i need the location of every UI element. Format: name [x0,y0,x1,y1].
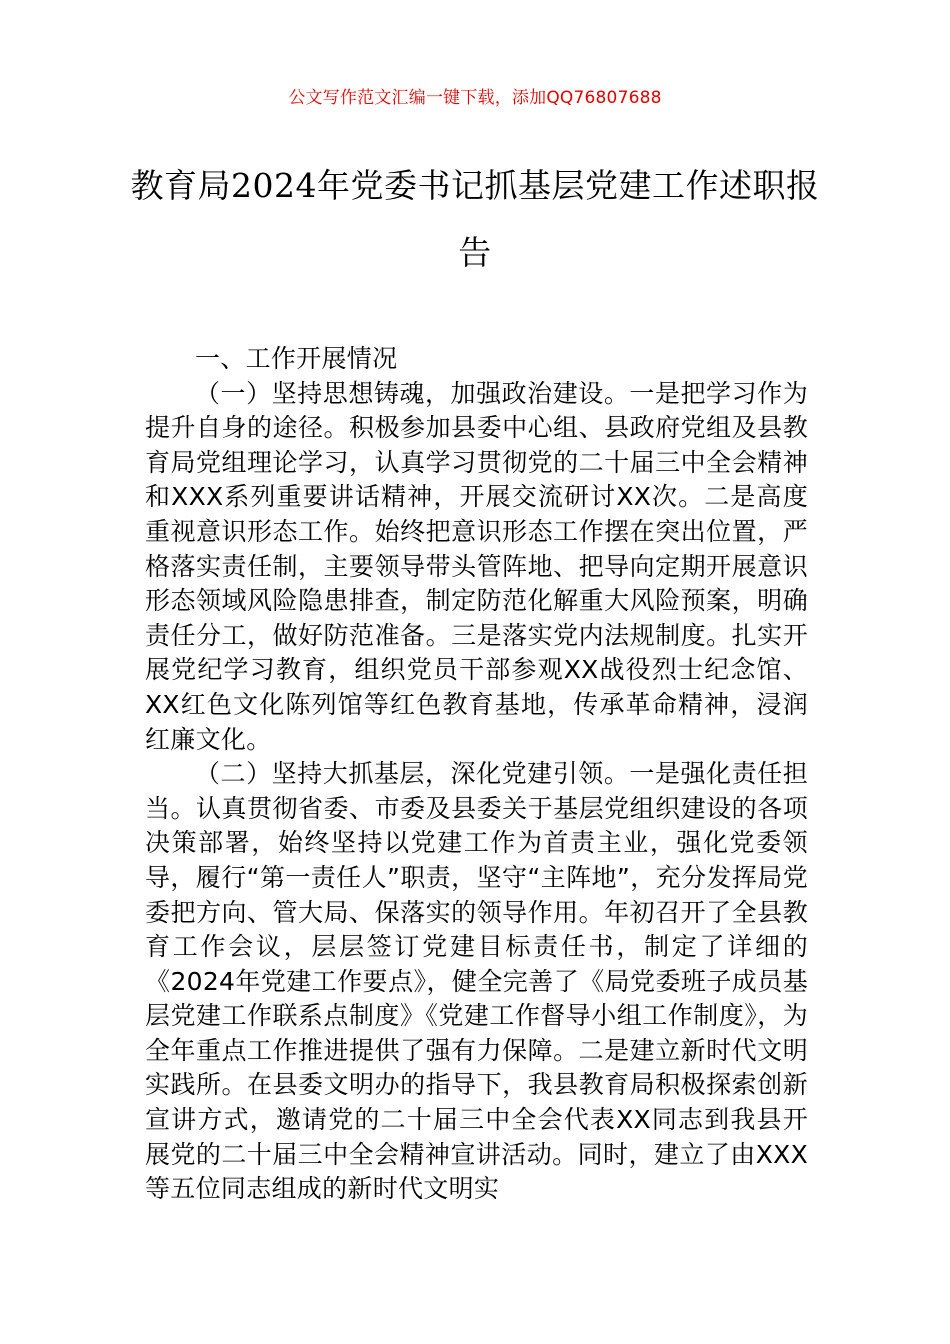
document-title: 教育局2024年党委书记抓基层党建工作述职报告 [130,166,820,272]
paragraph: （二）坚持大抓基层，深化党建引领。一是强化责任担当。认真贯彻省委、市委及县委关于基层党组织建设的各项决策部署，始终坚持以党建工作为首责主业，强化党委领导，履行“第一责任人”职责，坚守“主阵地”，充分发挥局党委把方向、管大局、保落实的领导作用。年初召开了全县教育工作会议，层层签订党建目标责任书，制定了详细的《2024年党建工作要点》，健全完善了《局党委班子成员基层党建工作联系点制度》《党建工作督导小组工作制度》，为全年重点工作推进提供了强有力保障。二是建立新时代文明实践所。在县委文明办的指导下，我县教育局积极探索创新宣讲方式，邀请党的二十届三中全会代表XX同志到我县开展党的二十届三中全会精神宣讲活动。同时，建立了由XXX等五位同志组成的新时代文明实 [145,759,808,1204]
section-heading: 一、工作开展情况 [195,344,398,373]
document-body [145,342,808,1207]
paragraph: （一）坚持思想铸魂，加强政治建设。一是把学习作为提升自身的途径。积极参加县委中心组、县政府党组及县教育局党组理论学习，认真学习贯彻党的二十届三中全会精神和XXX系列重要讲话精神，开展交流研讨XX次。二是高度重视意识形态工作。始终把意识形态工作摆在突出位置，严格落实责任制，主要领导带头管阵地、把导向定期开展意识形态领域风险隐患排查，制定防范化解重大风险预案，明确责任分工，做好防范准备。三是落实党内法规制度。扎实开展党纪学习教育，组织党员干部参观XX战役烈士纪念馆、XX红色文化陈列馆等红色教育基地，传承革命精神，浸润红廉文化。 [145,378,808,754]
download-promo-link[interactable]: 公文写作范文汇编一键下载，添加QQ76807688 [288,88,662,108]
